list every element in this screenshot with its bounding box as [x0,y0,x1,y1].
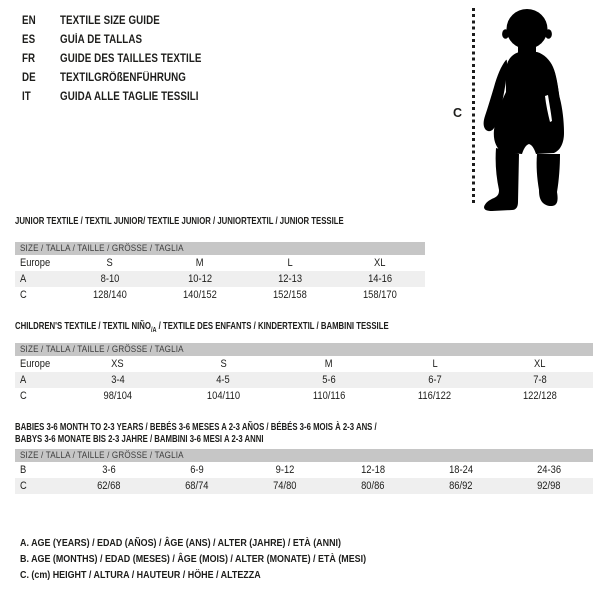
table-cell [65,358,171,370]
table-cell-text: 74/80 [273,479,297,492]
table-cell [276,374,382,386]
table-cell [65,257,155,269]
table-cell [65,374,171,386]
junior-size-bar [15,242,425,255]
section-heading-line [15,433,593,445]
language-title: GUÍA DE TALLAS [60,34,143,47]
section-junior-heading [15,215,425,230]
section-heading-line [15,421,593,433]
table-cell-text: 24-36 [537,463,561,476]
table-cell-text: 14-16 [368,272,392,285]
table-cell-text: 152/158 [273,288,307,301]
table-cell [505,464,593,476]
table-cell [65,273,155,285]
language-code-text: DE [22,71,36,84]
legend-note [20,537,427,553]
table-cell [245,257,335,269]
heading-post: / TEXTILE DES ENFANTS / KINDERTEXTIL / BAMBINI TESSILE [156,320,389,332]
language-code [22,34,60,46]
table-cell [329,464,417,476]
table-cell [335,289,425,301]
table-row [15,478,593,494]
children-size-bar [15,343,593,356]
language-code-text: EN [22,15,36,28]
language-row [22,50,227,69]
table-cell-text: 62/68 [97,479,121,492]
row-label-text: Europe [20,256,51,269]
table-cell [241,464,329,476]
table-cell [155,257,245,269]
toddler-silhouette-icon [482,4,574,211]
heading-sub: /A [150,325,157,335]
table-cell-text: 6-9 [190,463,204,476]
table-cell [171,374,277,386]
section-heading-text: BABIES 3-6 MONTH TO 2-3 YEARS / BEBÉS 3-6 MESES A 2-3 AÑOS / BÉBÉS 3-6 MOIS À 2-3 ANS / [15,421,377,433]
height-measure-line [472,8,475,206]
table-row [15,372,593,388]
language-row [22,12,227,31]
table-cell-text: 80/86 [361,479,385,492]
section-heading-text: JUNIOR TEXTILE / TEXTIL JUNIOR/ TEXTILE JUNIOR / JUNIORTEXTIL / JUNIOR TESSILE [15,215,344,227]
language-code [22,91,60,103]
language-code-text: IT [22,90,31,103]
row-label-text: B [20,463,27,476]
table-cell [65,464,153,476]
section-babies-heading [15,421,593,445]
size-bar-text: SIZE / TALLA / TAILLE / GRÖSSE / TAGLIA [20,242,184,254]
table-cell [276,390,382,402]
language-code [22,72,60,84]
table-cell-text: 10-12 [188,272,212,285]
section-heading-text [15,320,389,334]
table-cell [382,390,488,402]
table-cell [382,374,488,386]
table-cell [382,358,488,370]
table-cell-text: 140/152 [183,288,217,301]
table-row [15,287,425,303]
row-label-text: A [20,272,27,285]
section-children-heading [15,320,593,335]
table-cell-text: 18-24 [449,463,473,476]
heading-pre: CHILDREN'S TEXTILE / TEXTIL NIÑO [15,320,151,332]
table-cell-text: 3-6 [102,463,116,476]
babies-size-bar [15,449,593,462]
language-title: GUIDE DES TAILLES TEXTILE [60,52,202,65]
legend-note [20,569,427,585]
legend-note [20,553,427,569]
legend-note-text: A. AGE (YEARS) / EDAD (AÑOS) / ÂGE (ANS) / ALTER (JAHRE) / ETÀ (ANNI) [20,537,341,549]
table-cell [329,480,417,492]
table-cell-text: 7-8 [533,373,547,386]
table-cell-text: 122/128 [523,389,558,402]
table-cell-text: L [287,256,293,269]
silhouette-ear-right [545,29,552,39]
language-code-text: ES [22,34,36,47]
row-label-text: C [20,389,27,402]
table-cell-text: 9-12 [275,463,295,476]
table-cell-text: XS [111,357,125,370]
language-row [22,68,227,87]
table-cell-text: M [196,256,204,269]
table-cell-text: 68/74 [185,479,209,492]
table-cell [65,390,171,402]
table-cell [171,358,277,370]
table-cell [245,289,335,301]
table-cell-text: 104/110 [206,389,240,402]
table-cell-text: S [220,357,227,370]
table-cell [65,480,153,492]
table-cell [417,480,505,492]
babies-size-table [15,449,593,494]
table-cell [335,257,425,269]
table-row [15,255,425,271]
row-label [15,257,65,269]
language-title: TEXTILE SIZE GUIDE [60,15,160,28]
language-title: TEXTILGRÖßENFÜHRUNG [60,71,186,84]
table-row [15,462,593,478]
table-cell [505,480,593,492]
table-row [15,356,593,372]
silhouette-leg-right [537,154,560,206]
language-code [22,15,60,27]
row-label [15,390,65,402]
table-cell [276,358,382,370]
row-label-text: A [20,373,27,386]
table-cell-text: 158/170 [363,288,397,301]
height-measure-label: C [453,106,463,120]
table-cell [153,480,241,492]
table-cell-text: 92/98 [537,479,561,492]
row-label [15,273,65,285]
table-cell-text: 5-6 [322,373,336,386]
legend-note-text: B. AGE (MONTHS) / EDAD (MESES) / ÂGE (MOIS) / ALTER (MONATE) / ETÀ (MESI) [20,553,367,566]
language-row [22,31,227,50]
row-label [15,464,65,476]
table-cell [153,464,241,476]
table-row [15,271,425,287]
row-label-text: C [20,288,27,301]
section-children [15,320,593,404]
table-cell-text: L [431,357,438,370]
table-cell-text: 110/116 [312,389,346,402]
table-cell-text: XL [534,357,546,370]
table-cell-text: XL [374,256,386,269]
table-cell [487,374,593,386]
table-cell-text: 86/92 [449,479,473,492]
silhouette-leg-left [484,148,519,211]
row-label [15,374,65,386]
junior-size-table [15,242,425,303]
row-label [15,289,65,301]
table-cell [335,273,425,285]
size-bar-text: SIZE / TALLA / TAILLE / GRÖSSE / TAGLIA [20,449,184,461]
table-cell-text: 128/140 [93,288,127,301]
table-cell [487,390,593,402]
table-cell [417,464,505,476]
language-title: GUIDA ALLE TAGLIE TESSILI [60,90,199,103]
silhouette-ear-left [502,29,509,39]
table-cell-text: 6-7 [427,373,442,386]
table-cell-text: 12-18 [361,463,385,476]
table-cell [171,390,277,402]
table-cell-text: 8-10 [100,272,120,285]
row-label-text: Europe [20,357,51,370]
table-cell [65,289,155,301]
section-heading-text: BABYS 3-6 MONATE BIS 2-3 JAHRE / BAMBINI 3-6 MESI A 2-3 ANNI [15,433,264,445]
table-cell-text: 116/122 [418,389,452,402]
row-label-text: C [20,479,27,492]
table-cell [241,480,329,492]
table-row [15,388,593,404]
table-cell-text: 3-4 [111,373,125,386]
table-cell-text: 98/104 [103,389,133,402]
table-cell-text: M [325,357,333,370]
table-cell-text: 4-5 [216,373,231,386]
language-list [22,12,227,106]
table-cell-text: S [106,256,114,269]
table-cell [487,358,593,370]
section-junior [15,215,425,303]
table-cell [155,289,245,301]
table-cell-text: 12-13 [278,272,302,285]
row-label [15,358,65,370]
children-size-table [15,343,593,404]
legend-note-text: C. (cm) HEIGHT / ALTURA / HAUTEUR / HÖHE / ALTEZZA [20,569,261,582]
section-babies [15,421,593,494]
table-cell [155,273,245,285]
size-bar-text: SIZE / TALLA / TAILLE / GRÖSSE / TAGLIA [20,343,184,355]
language-code-text: FR [22,52,36,65]
language-row [22,87,227,106]
language-code [22,53,60,65]
legend-notes [20,537,427,586]
table-cell [245,273,335,285]
row-label [15,480,65,492]
